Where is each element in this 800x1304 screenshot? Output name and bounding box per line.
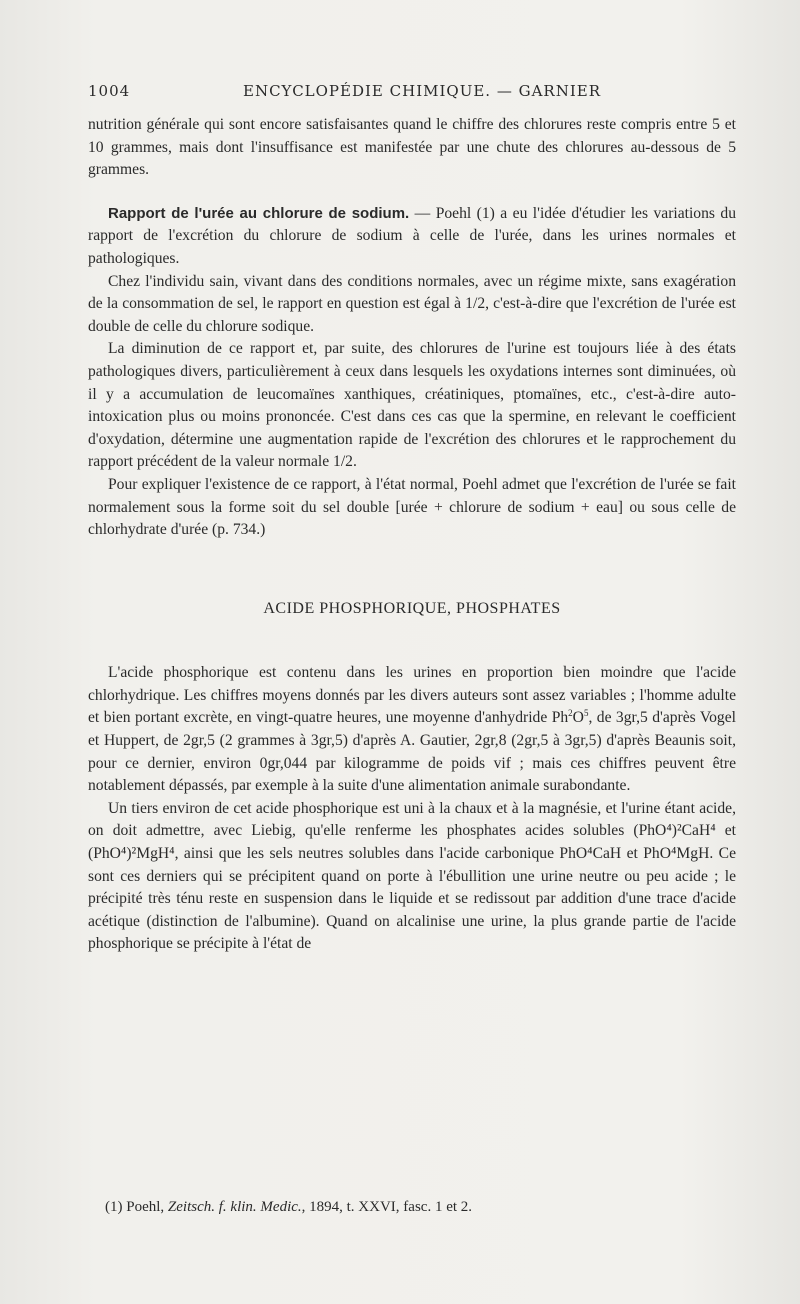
paragraph-rapport bbox=[88, 203, 736, 271]
footnote-suffix: , 1894, t. XXVI, fasc. 1 et 2. bbox=[301, 1199, 473, 1215]
paragraph-individu-sain: Chez l'individu sain, vivant dans des conditions normales, avec un régime mixte, sans exagération de la consommation de sel, le rapport en question est égal à 1/2, c'est-à-dire que l'excrétion de l'urée est double de celle du chlorure sodique. bbox=[88, 272, 736, 335]
page-number: 1004 bbox=[88, 82, 131, 100]
p6-part-b: O bbox=[572, 709, 584, 727]
paragraph-rapport-text: — Poehl (1) a eu l'idée d'étudier les variations du rapport de l'excrétion du chlorure de sodium à celle de l'urée, dans les urines normales et pathologiques. bbox=[88, 204, 737, 267]
p6-part-c: , de 3gr,5 d'après Vogel et Huppert, de 2gr,5 (2 grammes à 3gr,5) d'après A. Gautier, 2gr,8 (2gr,5 à 3gr,5) d'après Beaunis soit, pour ce dernier, environ 0gr,044 par kilogramme de poids vif ; mais ces chiffres peuvent être notablement dépassés, par exemple à la suite d'une alimentation animale surabondante. bbox=[88, 709, 736, 795]
section-rubric: Rapport de l'urée au chlorure de sodium. bbox=[108, 204, 410, 222]
paragraph-diminution: La diminution de ce rapport et, par suite, des chlorures de l'urine est toujours liée à des états pathologiques divers, particulièrement à ceux dans lesquels les oxydations internes sont diminuées, où il y a accumulation de leucomaïnes xanthiques, créatiniques, ptomaïnes, etc., c'est-à-dire auto-intoxication plus ou moins prononcée. C'est dans ces cas que la spermine, en relevant le coefficient d'oxydation, détermine une augmentation rapide de l'excrétion des chlorures et le rapprochement du rapport précédent de la valeur normale 1/2. bbox=[88, 340, 736, 471]
p6-sup-2: 5 bbox=[583, 708, 589, 719]
paragraph-acide-phosphorique bbox=[88, 662, 736, 798]
footnote bbox=[105, 1199, 745, 1216]
p6-part-a: L'acide phosphorique est contenu dans les urines en proportion bien moindre que l'acide chlorhydrique. Les chiffres moyens donnés par les divers auteurs sont assez variables ; l'homme adulte et bien portant excrète, en vingt-quatre heures, une moyenne d'anhydride Ph bbox=[88, 664, 736, 727]
paragraph-tiers: Un tiers environ de cet acide phosphorique est uni à la chaux et à la magnésie, et l'urine étant acide, on doit admettre, avec Liebig, qu'elle renferme les phosphates acides solubles (PhO⁴)²CaH⁴ et (PhO⁴)²MgH⁴, ainsi que les sels neutres solubles dans l'acide carbonique PhO⁴CaH et PhO⁴MgH. Ce sont ces derniers qui se précipitent quand on porte à l'ébullition une urine neutre ou peu acide ; le précipité très ténu reste en suspension dans le liquide et se redissout par addition d'une trace d'acide acétique (distinction de l'albumine). Quand on alcalinise une urine, la plus grande partie de l'acide phosphorique se précipite à l'état de bbox=[88, 799, 736, 953]
running-header bbox=[88, 82, 750, 104]
running-title: ENCYCLOPÉDIE CHIMIQUE. — GARNIER bbox=[243, 82, 602, 100]
p6-sup-1: 2 bbox=[568, 708, 573, 719]
section-heading: ACIDE PHOSPHORIQUE, PHOSPHATES bbox=[263, 599, 561, 617]
footnote-journal: Zeitsch. f. klin. Medic. bbox=[167, 1199, 302, 1215]
footnote-prefix: (1) Poehl, bbox=[105, 1199, 168, 1215]
paragraph-chlorures: nutrition générale qui sont encore satisfaisantes quand le chiffre des chlorures reste compris entre 5 et 10 grammes, mais dont l'insuffisance est manifestée par une chute des chlorures au-dessous de 5 grammes. bbox=[88, 116, 736, 179]
paragraph-explication: Pour expliquer l'existence de ce rapport, à l'état normal, Poehl admet que l'excrétion de l'urée se fait normalement sous la forme soit du sel double [urée + chlorure de sodium + eau] ou sous celle de chlorhydrate d'urée (p. 734.) bbox=[88, 475, 736, 539]
body-text bbox=[88, 114, 736, 956]
